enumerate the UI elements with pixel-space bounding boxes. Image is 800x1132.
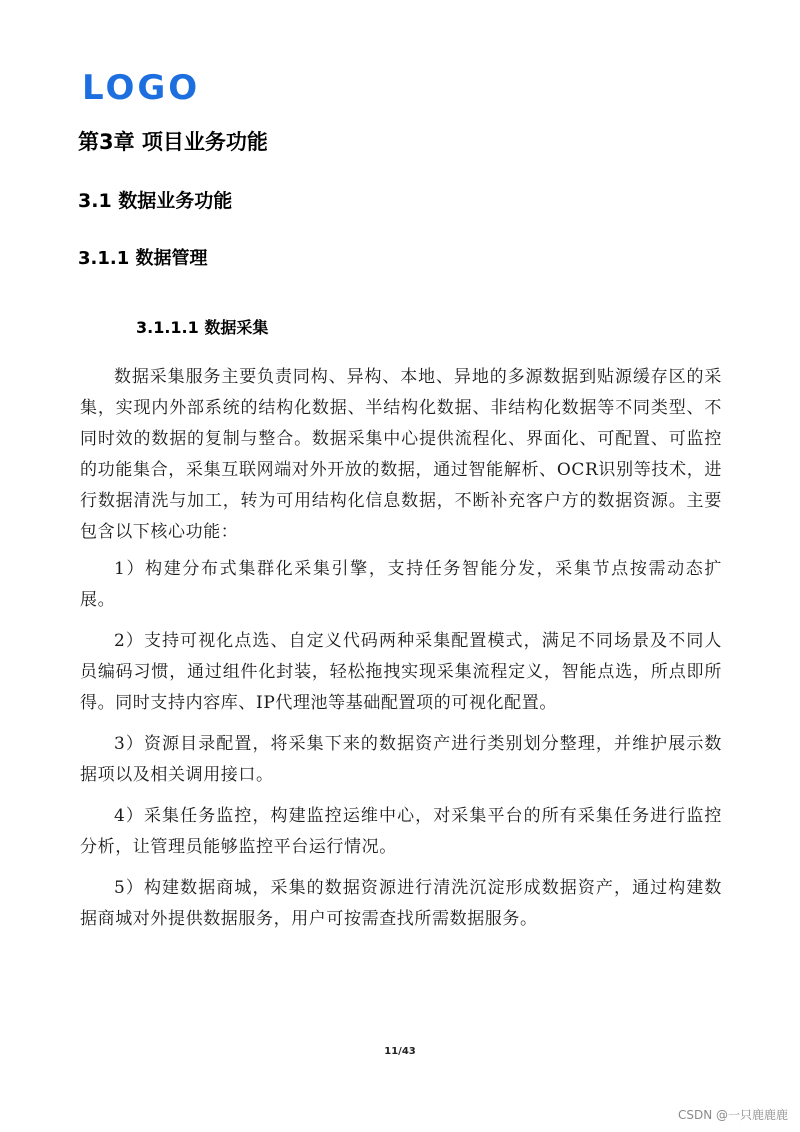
list-item: 2）支持可视化点选、自定义代码两种采集配置模式，满足不同场景及不同人员编码习惯，通过组件化封装，轻松拖拽实现采集流程定义，智能点选，所点即所得。同时支持内容库、IP代理池等基础配置项的可视化配置。 xyxy=(80,631,722,713)
list-item: 1）构建分布式集群化采集引擎，支持任务智能分发，采集节点按需动态扩展。 xyxy=(80,559,722,610)
chapter-heading: 第3章 项目业务功能 xyxy=(78,130,268,154)
list-item: 3）资源目录配置，将采集下来的数据资产进行类别划分整理，并维护展示数据项以及相关调用接口。 xyxy=(80,734,722,785)
list-item: 4）采集任务监控，构建监控运维中心，对采集平台的所有采集任务进行监控分析，让管理员能够监控平台运行情况。 xyxy=(80,806,722,857)
body-text xyxy=(80,362,722,945)
logo: LOGO xyxy=(82,68,201,108)
watermark: CSDN @一只鹿鹿鹿 xyxy=(677,1108,788,1122)
subsubsection-heading: 3.1.1.1 数据采集 xyxy=(136,318,269,337)
page-number: 11/43 xyxy=(384,1046,416,1057)
intro-paragraph: 数据采集服务主要负责同构、异构、本地、异地的多源数据到贴源缓存区的采集，实现内外部系统的结构化数据、半结构化数据、非结构化数据等不同类型、不同时效的数据的复制与整合。数据采集中心提供流程化、界面化、可配置、可监控的功能集合，采集互联网端对外开放的数据，通过智能解析、OCR识别等技术，进行数据清洗与加工，转为可用结构化信息数据，不断补充客户方的数据资源。主要包含以下核心功能： xyxy=(80,367,722,542)
list-item: 5）构建数据商城，采集的数据资源进行清洗沉淀形成数据资产，通过构建数据商城对外提供数据服务，用户可按需查找所需数据服务。 xyxy=(80,878,722,929)
section-heading: 3.1 数据业务功能 xyxy=(78,190,233,212)
subsection-heading: 3.1.1 数据管理 xyxy=(78,248,208,269)
